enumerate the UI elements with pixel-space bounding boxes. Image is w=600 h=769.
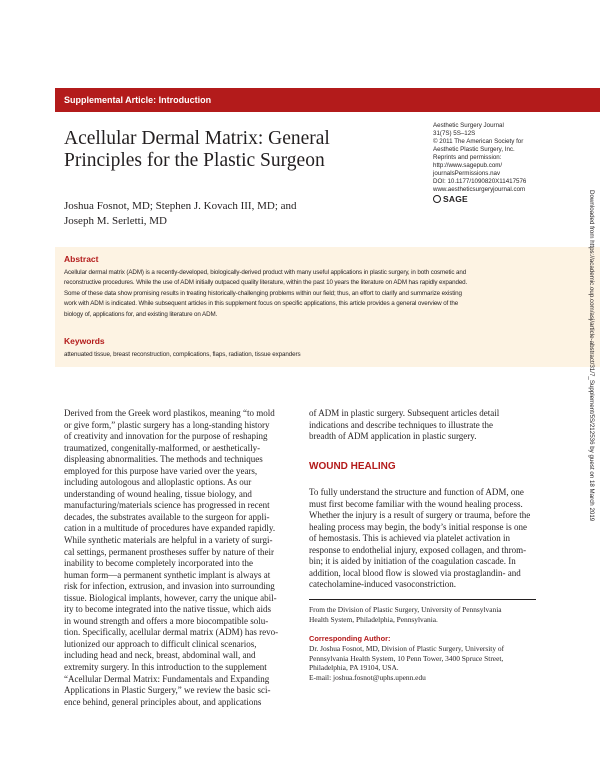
body-line: risk for infection, extrusion, and invasion into surrounding <box>64 581 275 592</box>
body-line: in wound strength and offers a more biocompatible solu- <box>64 615 269 626</box>
body-column-left <box>64 408 291 708</box>
body-line: breadth of ADM application in plastic surgery. <box>309 431 477 442</box>
author-list <box>64 199 364 229</box>
journal-copyright: © 2011 The American Society for <box>433 138 524 145</box>
body-line: Applications in Plastic Surgery,” we review the basic sci- <box>64 685 271 696</box>
sage-logo-icon <box>433 195 441 203</box>
body-line: cal settings, permanent prostheses suffer by nature of their <box>64 546 275 557</box>
abstract-line: reconstructive procedures. While the use of ADM initially outpaced quality literature, within the past 10 years the literature on ADM has rapidly expanded. <box>64 279 468 287</box>
body-line: of ADM in plastic surgery. Subsequent articles detail <box>309 408 500 418</box>
abstract-heading: Abstract <box>64 254 99 264</box>
body-line: employed for this purpose have varied over the years, <box>64 465 258 476</box>
reprints-label: Reprints and permission: <box>433 154 502 161</box>
abstract-line: Some of these data show promising results in treating historically-challenging problems within our field; thus, an effort to clarify and summarize existing <box>64 289 462 297</box>
keywords-heading: Keywords <box>64 336 105 346</box>
journal-website[interactable]: www.aestheticsurgeryjournal.com <box>433 186 526 193</box>
body-line: or give form,” plastic surgery has a long-standing history <box>64 419 270 430</box>
author-line: Joshua Fosnot, MD; Stephen J. Kovach III, MD; and <box>64 200 297 212</box>
body-line: inability to become completely incorporated into the <box>64 558 253 569</box>
body-line: tion. Specifically, acellular dermal matrix (ADM) has revo- <box>64 627 279 638</box>
wound-healing-text <box>309 487 536 591</box>
body-line: To fully understand the structure and function of ADM, one <box>309 487 524 497</box>
body-line: Derived from the Greek word plastikos, meaning “to mold <box>64 408 275 418</box>
body-line: including head and neck, breast, abdominal wall, and <box>64 650 256 661</box>
corresponding-email[interactable]: E-mail: joshua.fosnot@uphs.upenn.edu <box>309 672 426 682</box>
body-line: cation in a multitude of procedures have expanded rapidly. <box>64 523 276 534</box>
body-line: healing process may begin, the body’s initial response is one <box>309 521 527 532</box>
body-line: indications and describe techniques to illustrate the <box>309 419 493 430</box>
corresponding-author-details <box>309 644 536 682</box>
download-watermark: Downloaded from https://academic.oup.com/asj/article-abstract/31/7_Supplement/5S/212536 by guest on 18 March 2019 <box>588 190 595 522</box>
corresponding-line: Dr. Joshua Fosnot, MD, Division of Plastic Surgery, University of <box>309 644 505 653</box>
body-line: displeasing abnormalities. The methods and techniques <box>64 454 263 465</box>
body-line: Whether the injury is a result of surgery or trauma, before the <box>309 510 531 521</box>
sage-logo <box>433 195 563 203</box>
body-line: ence behind, general principles about, and applications <box>64 696 262 707</box>
affiliation-line: Health System, Philadelphia, Pennsylvania. <box>309 614 438 624</box>
body-line: tissue. Biological implants, however, carry the unique abil- <box>64 592 277 603</box>
corresponding-author-heading: Corresponding Author: <box>309 634 391 643</box>
journal-volume: 31(7S) 5S–12S <box>433 130 476 137</box>
body-line: lutionized our approach to difficult clinical scenarios, <box>64 638 257 649</box>
abstract-text <box>64 268 544 320</box>
section-heading-wound-healing: WOUND HEALING <box>309 461 396 472</box>
body-line: catecholamine-induced vasoconstriction. <box>309 579 456 590</box>
abstract-line: work with ADM is indicated. While subsequent articles in this supplement focus on specific applications, this article provides a general overview of the <box>64 300 459 308</box>
body-line: human form—a permanent synthetic implant is always at <box>64 569 271 580</box>
sage-logo-text: SAGE <box>443 194 468 204</box>
author-line: Joseph M. Serletti, MD <box>64 215 167 227</box>
body-line: response to endothelial injury, exposed collagen, and throm- <box>309 544 527 555</box>
body-line: traumatized, congenitally-malformed, or aesthetically- <box>64 442 261 453</box>
abstract-line: Acellular dermal matrix (ADM) is a recently-developed, biologically-derived product with many useful applications in plastic surgery, in both cosmetic and <box>64 269 467 276</box>
reprints-url-path[interactable]: journalsPermissions.nav <box>433 170 501 177</box>
affiliation-note <box>309 605 536 624</box>
body-line: ity to become integrated into the native tissue, which aids <box>64 604 271 615</box>
abstract-line: biology of, applications for, and existing literature on ADM. <box>64 310 218 318</box>
article-title: Acellular Dermal Matrix: General Principles for the Plastic Surgeon <box>64 128 330 171</box>
article-type-banner: Supplemental Article: Introduction <box>55 88 600 112</box>
body-line: must first become familiar with the wound healing process. <box>309 498 523 509</box>
journal-copyright-holder: Aesthetic Plastic Surgery, Inc. <box>433 146 515 153</box>
corresponding-line: Pennsylvania Health System, 10 Penn Tower, 3400 Spruce Street, <box>309 653 504 663</box>
body-line: While synthetic materials are helpful in a variety of surgi- <box>64 535 273 546</box>
affiliation-line: From the Division of Plastic Surgery, University of Pennsylvania <box>309 605 502 614</box>
corresponding-line: Philadelphia, PA 19104, USA. <box>309 663 399 672</box>
body-line: bin; it is aided by initiation of the coagulation cascade. In <box>309 556 516 567</box>
body-column-right-intro <box>309 408 536 443</box>
body-line: of hemostasis. This is achieved via platelet activation in <box>309 533 511 544</box>
reprints-url[interactable]: http://www.sagepub.com/ <box>433 162 503 169</box>
body-line: “Acellular Dermal Matrix: Fundamentals and Expanding <box>64 673 270 684</box>
body-line: of creativity and innovation for the purpose of reshaping <box>64 431 268 442</box>
body-line: understanding of wound healing, tissue biology, and <box>64 488 252 499</box>
body-line: manufacturing/materials science has progressed in recent <box>64 500 270 511</box>
footnote-divider <box>309 599 536 600</box>
keywords-list: attenuated tissue, breast reconstruction, complications, flaps, radiation, tissue expanders <box>64 351 301 358</box>
body-line: including autologous and alloplastic options. As our <box>64 477 252 488</box>
journal-info <box>433 122 563 203</box>
journal-name: Aesthetic Surgery Journal <box>433 122 504 129</box>
doi[interactable]: DOI: 10.1177/1090820X11417576 <box>433 178 527 185</box>
body-line: extremity surgery. In this introduction to the supplement <box>64 662 267 673</box>
body-line: decades, the substrates available to the surgeon for appli- <box>64 511 270 522</box>
body-line: addition, local blood flow is slowed via prostaglandin- and <box>309 567 521 578</box>
